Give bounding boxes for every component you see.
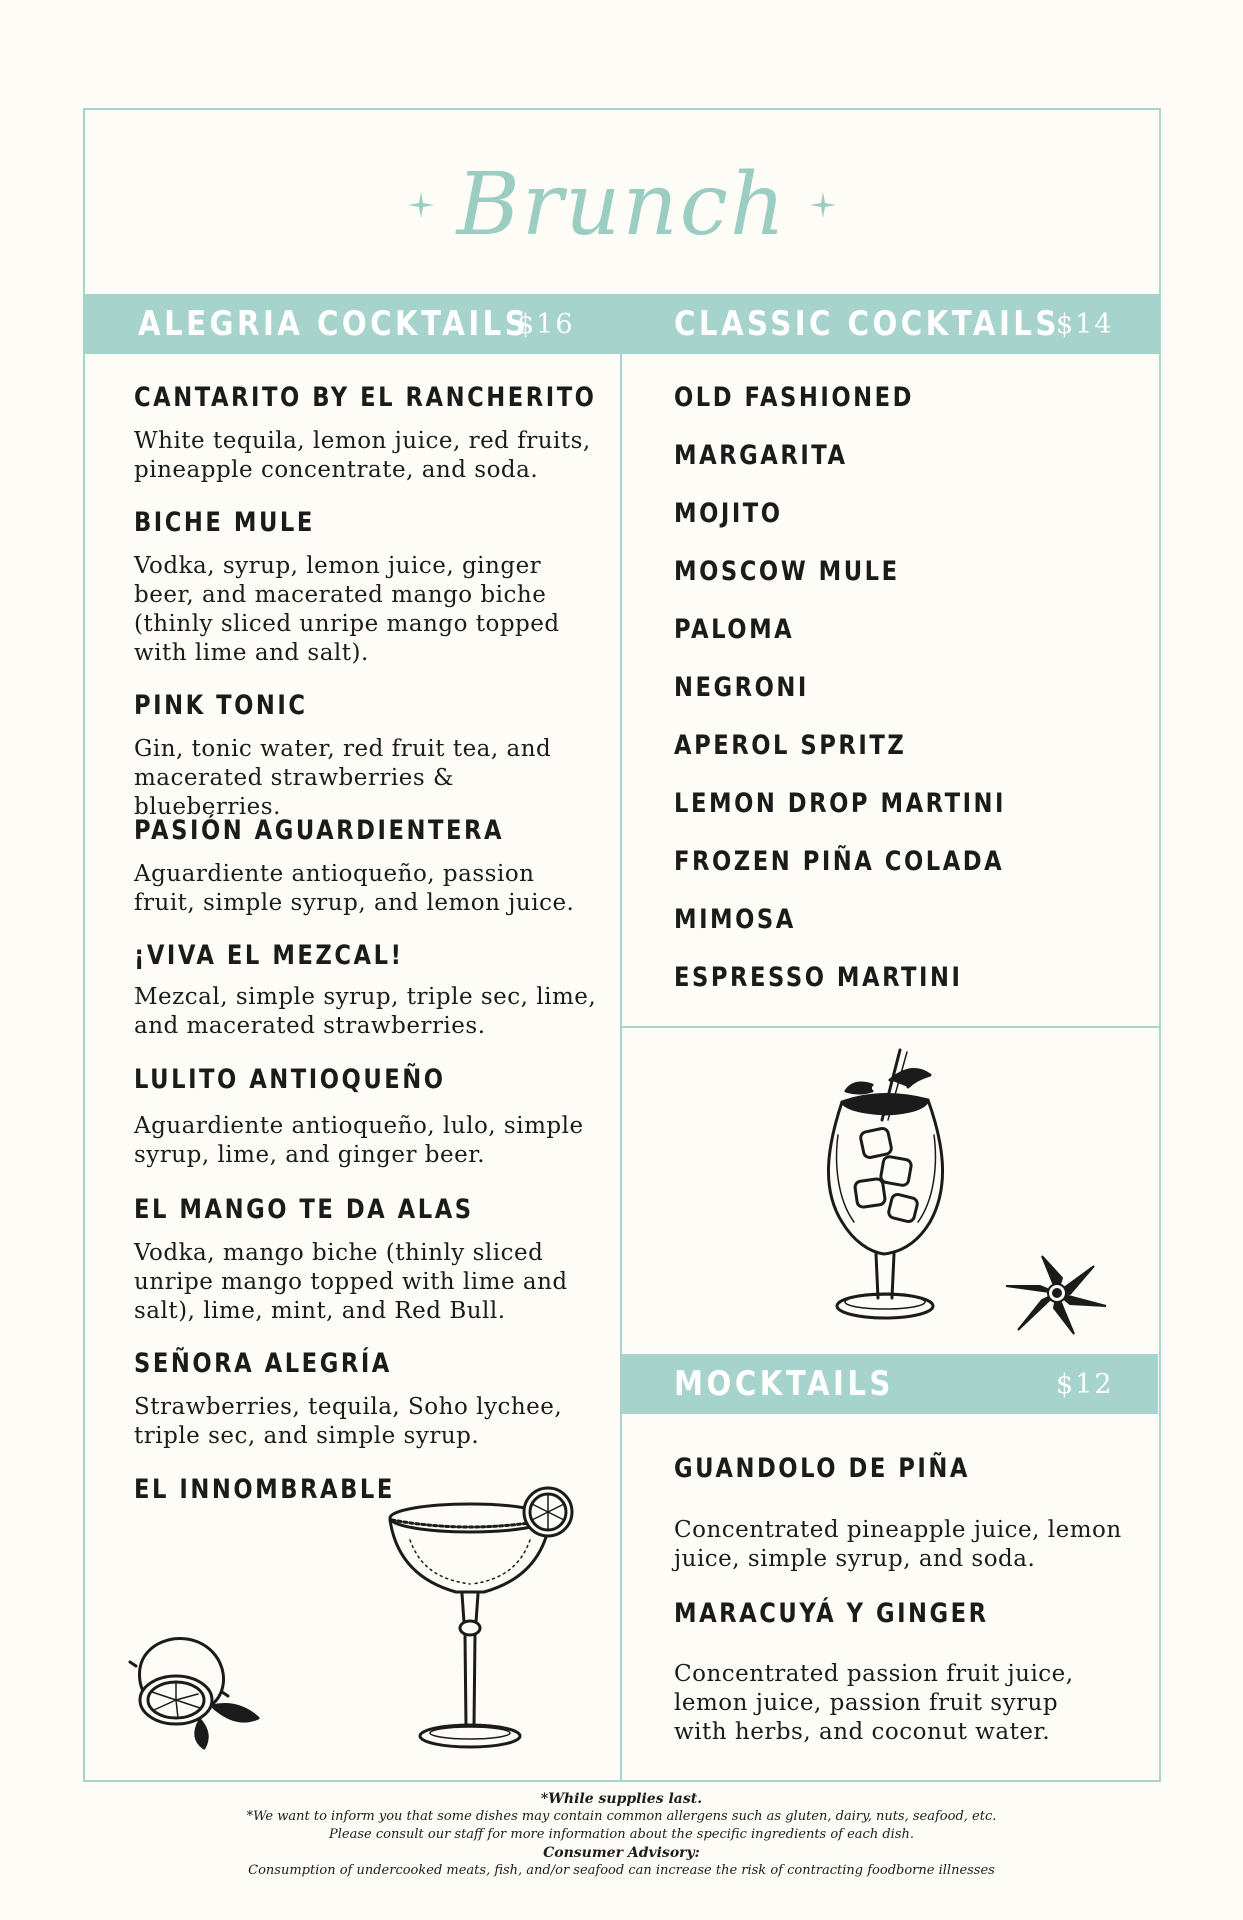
footer-notes	[0, 1790, 1243, 1880]
column-divider	[620, 354, 622, 1782]
section-divider	[620, 1026, 1161, 1028]
supply-note: *While supplies last.	[540, 1791, 703, 1807]
menu-item-name: MOSCOW MULE	[674, 556, 900, 587]
menu-item-name: PALOMA	[674, 614, 795, 645]
section-price: $16	[517, 308, 575, 340]
menu-item-name: LULITO ANTIOQUEÑO	[134, 1064, 446, 1095]
sparkle-star-icon	[810, 192, 836, 218]
menu-item-desc: Aguardiente antioqueño, passion fruit, simple syrup, and lemon juice.	[134, 861, 575, 916]
menu-header	[83, 140, 1161, 270]
menu-item-name: ¡VIVA EL MEZCAL!	[134, 940, 404, 971]
sparkle-star-icon	[408, 192, 434, 218]
menu-item-desc: Gin, tonic water, red fruit tea, and macerated strawberries & blueberries.	[134, 736, 552, 820]
allergen-note: *We want to inform you that some dishes may contain common allergens such as gluten, dairy, nuts, seafood, etc.	[246, 1809, 997, 1824]
menu-item-name: SEÑORA ALEGRÍA	[134, 1348, 392, 1379]
menu-item-name: BICHE MULE	[134, 507, 315, 538]
cocktail-glass-icon	[812, 1040, 962, 1330]
alegria-header	[85, 294, 622, 354]
menu-item-name: MARGARITA	[674, 440, 848, 471]
star-anise-icon	[1002, 1248, 1112, 1338]
menu-item-desc: Concentrated pineapple juice, lemon juice, simple syrup, and soda.	[674, 1517, 1122, 1572]
menu-item-name: OLD FASHIONED	[674, 382, 915, 413]
menu-item-name: EL INNOMBRABLE	[134, 1474, 395, 1505]
menu-item-name: ESPRESSO MARTINI	[674, 962, 963, 993]
mocktails-header	[622, 1354, 1158, 1414]
section-price: $12	[1056, 1368, 1114, 1400]
menu-item-desc: Strawberries, tequila, Soho lychee, triple sec, and simple syrup.	[134, 1394, 563, 1449]
advisory-heading: Consumer Advisory:	[543, 1845, 700, 1861]
menu-item-name: APEROL SPRITZ	[674, 730, 907, 761]
staff-note: Please consult our staff for more information about the specific ingredients of each dish.	[328, 1827, 915, 1842]
section-title: MOCKTAILS	[674, 1364, 894, 1404]
menu-item-name: MIMOSA	[674, 904, 796, 935]
classic-header	[622, 294, 1159, 354]
menu-item-name: GUANDOLO DE PIÑA	[674, 1453, 970, 1484]
menu-item-desc: Vodka, syrup, lemon juice, ginger beer, and macerated mango biche (thinly sliced unripe mango topped with lime and salt).	[134, 553, 560, 666]
menu-item-name: LEMON DROP MARTINI	[674, 788, 1007, 819]
section-title: ALEGRIA COCKTAILS	[138, 304, 530, 344]
section-title: CLASSIC COCKTAILS	[674, 304, 1060, 344]
menu-item-name: PASIÓN AGUARDIENTERA	[134, 815, 505, 846]
menu-item-name: NEGRONI	[674, 672, 809, 703]
menu-item-name: EL MANGO TE DA ALAS	[134, 1194, 474, 1225]
menu-item-desc: Mezcal, simple syrup, triple sec, lime, and macerated strawberries.	[134, 984, 597, 1039]
menu-item-name: FROZEN PIÑA COLADA	[674, 846, 1005, 877]
menu-item-desc: Vodka, mango biche (thinly sliced unripe mango topped with lime and salt), lime, mint, and Red Bull.	[134, 1240, 568, 1324]
lemon-icon	[126, 1628, 266, 1748]
menu-item-desc: Concentrated passion fruit juice, lemon juice, passion fruit syrup with herbs, and coconut water.	[674, 1661, 1074, 1745]
menu-item-name: CANTARITO BY EL RANCHERITO	[134, 382, 597, 413]
menu-item-name: PINK TONIC	[134, 690, 308, 721]
menu-item-name: MOJITO	[674, 498, 783, 529]
menu-item-desc: White tequila, lemon juice, red fruits, pineapple concentrate, and soda.	[134, 428, 591, 483]
page-title: Brunch	[456, 155, 788, 255]
menu-item-desc: Aguardiente antioqueño, lulo, simple syrup, lime, and ginger beer.	[134, 1113, 584, 1168]
menu-item-name: MARACUYÁ Y GINGER	[674, 1598, 989, 1629]
margarita-glass-icon	[380, 1490, 580, 1760]
advisory-text: Consumption of undercooked meats, fish, and/or seafood can increase the risk of contracting foodborne illnesses	[248, 1863, 995, 1878]
section-price: $14	[1056, 308, 1114, 340]
